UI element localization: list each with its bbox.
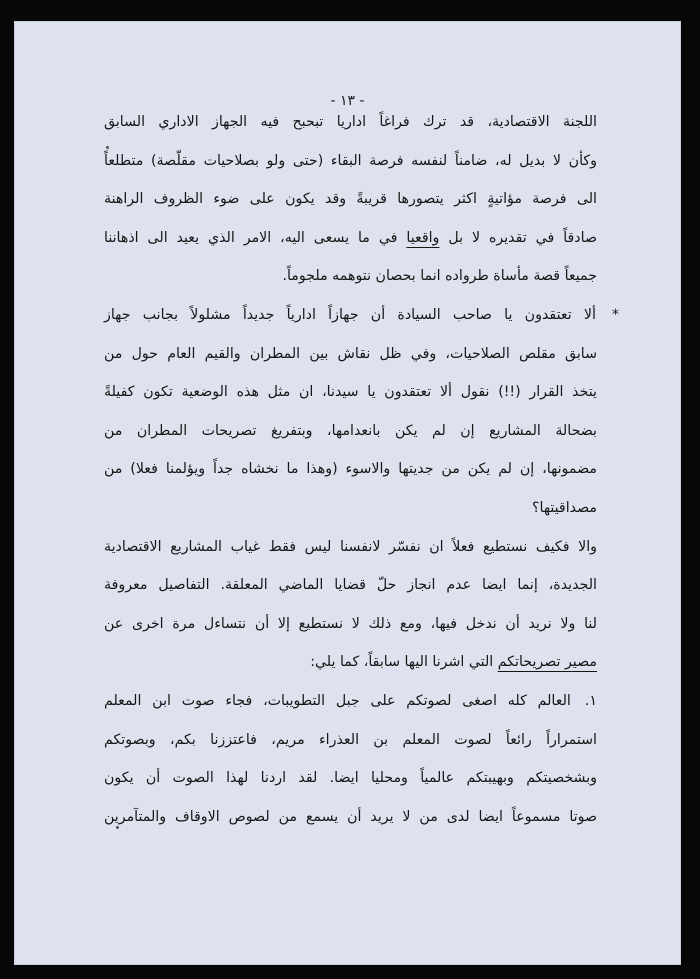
text-line: مضمونها، إن لم يكن من جديتها والاسوء (وهذا ما نخشاه جداً ويؤلمنا فعلا) من xyxy=(104,461,597,478)
page-number: - ١٣ - xyxy=(330,93,365,109)
text-line: يتخذ القرار (!!) نقول ألا تعتقدون يا سيدنا، ان مثل هذه الوضعية تكون كفيلةً xyxy=(104,384,597,401)
text-segment: صادقاً في تقديره لا بل xyxy=(439,229,597,246)
text-line xyxy=(104,219,597,258)
text-line: لنا ولا نريد أن ندخل فيها، ومع ذلك لا نستطيع إلا أن نتساءل مرة اخرى عن xyxy=(104,615,597,632)
item-number: ١. xyxy=(584,692,597,709)
bullet-marker: * xyxy=(611,306,619,323)
text-line: بضحالة المشاريع إن لم يكن بانعدامها، وبتفريغ تصريحات المطران من xyxy=(104,422,597,439)
text-line: صوتا مسموعاً ايضا لدى من لا يريد أن يسمع من لصوص الاوقاف والمتآمرين xyxy=(104,808,597,825)
text-line: والا فكيف نستطيع فعلاً ان نفسّر لانفسنا ليس فقط غياب المشاريع الاقتصادية xyxy=(104,538,597,555)
numbered-line xyxy=(104,682,597,721)
text-segment: العالم كله اصغى لصوتكم على جبل التطويبات، فجاء صوت ابن المعلم xyxy=(104,692,571,709)
text-line: وكأن لا بديل له، ضامناً لنفسه فرصة البقاء (حتى ولو بصلاحيات مقلّصة) متطلعاً xyxy=(104,152,597,169)
text-segment: ألا تعتقدون يا صاحب السيادة أن جهازاً ادارياً جديداً مشلولاً بجانب جهاز xyxy=(104,306,596,323)
text-line: مصداقيتها؟ xyxy=(531,499,597,516)
text-line: الى فرصة مؤاتيةٍ اكثر يتصورها قريبةً وقد يكون على ضوء الظروف الراهنة xyxy=(104,191,597,208)
text-line: جميعاً قصة مأساة طرواده انما بحصان نتوهمه ملجوماً. xyxy=(282,268,597,285)
text-line: الجديدة، إنما ايضا عدم انجاز حلّ قضايا الماضي المعلقة. التفاصيل معروفة xyxy=(104,577,597,594)
text-line: اللجنة الاقتصادية، قد ترك فراغاً اداريا تبحبح فيه الجهاز الاداري السابق xyxy=(104,114,597,130)
text-segment: في ما يسعى اليه، الامر الذي يعيد الى اذهاننا xyxy=(104,229,407,246)
document-body xyxy=(104,103,619,836)
bullet-line xyxy=(104,296,619,335)
underlined-phrase: مصير تصريحاتكم xyxy=(497,654,597,671)
underlined-word: واقعيا xyxy=(406,229,440,246)
text-line: استمراراً رائعاً لصوت المعلم بن العذراء مريم، فاعتززنا بكم، وبصوتكم xyxy=(104,731,597,748)
text-segment: التي اشرنا اليها سابقاً، كما يلي: xyxy=(310,654,498,671)
text-line xyxy=(104,643,597,682)
text-line: وبشخصيتكم وبهيبتكم عالمياً ومحليا ايضا. لقد اردنا لهذا الصوت أن يكون xyxy=(104,770,597,787)
text-line: سابق مقلص الصلاحيات، وفي ظل نقاش بين المطران والقيم العام حول من xyxy=(104,345,597,362)
